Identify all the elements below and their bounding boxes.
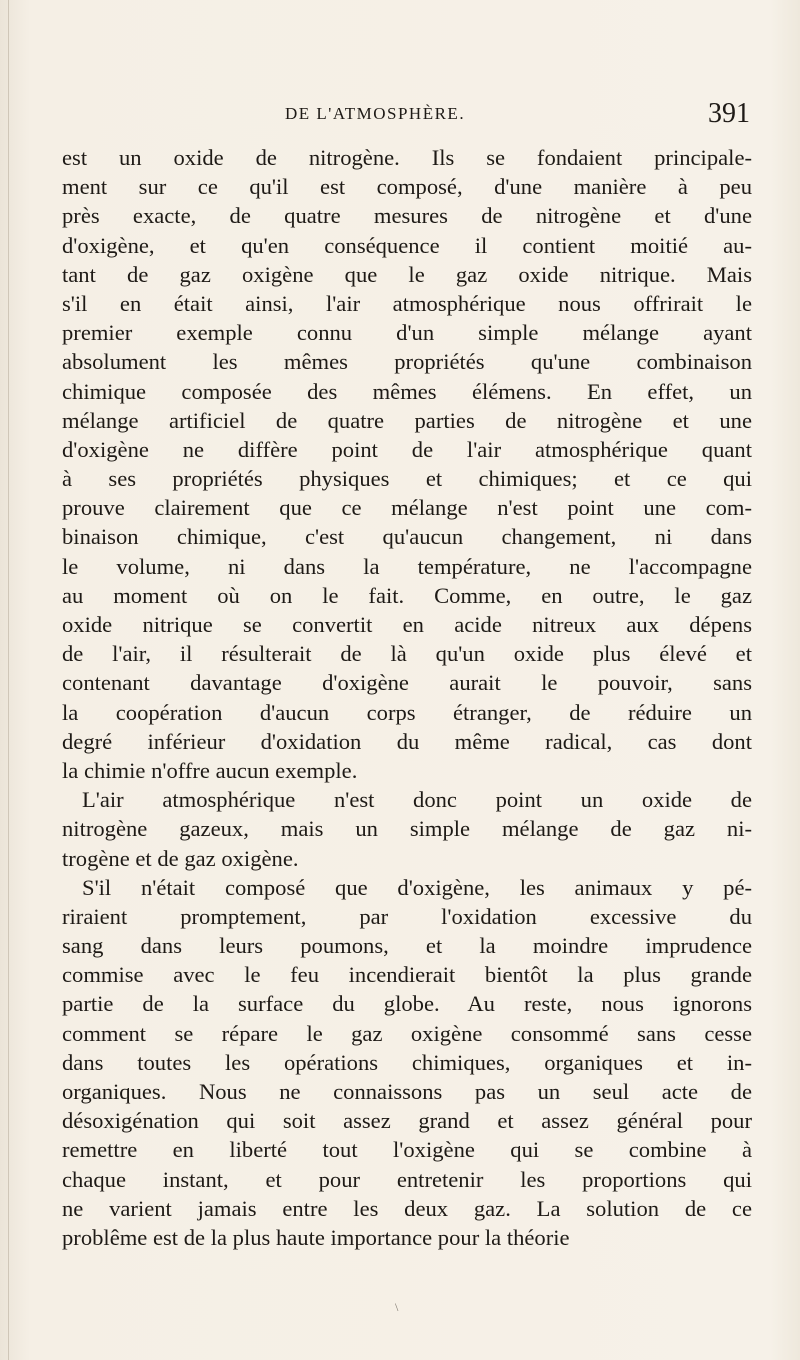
footer-mark: \ (395, 1300, 399, 1314)
text-line: ment sur ce qu'il est composé, d'une manière à peu (62, 174, 752, 200)
text-line: dans toutes les opérations chimiques, organiques et in- (62, 1049, 752, 1075)
text-line: au moment où on le fait. Comme, en outre, le gaz (62, 582, 752, 608)
text-line: organiques. Nous ne connaissons pas un seul acte de (62, 1079, 752, 1104)
text-line: trogène et de gaz oxigène. (62, 845, 299, 871)
page-header (60, 98, 750, 138)
text-line: contenant davantage d'oxigène aurait le pouvoir, sans (62, 670, 752, 696)
text-line: le volume, ni dans la température, ne l'accompagne (62, 553, 752, 579)
text-line: remettre en liberté tout l'oxigène qui se combine à (62, 1137, 752, 1163)
text-line: chaque instant, et pour entretenir les proportions qui (62, 1166, 752, 1192)
binding-edge (8, 0, 9, 1360)
text-line: degré inférieur d'oxidation du même radical, cas dont (62, 728, 752, 754)
text-line: S'il n'était composé que d'oxigène, les animaux y pé- (82, 874, 752, 900)
text-line: d'oxigène ne diffère point de l'air atmosphérique quant (62, 436, 752, 462)
text-line: d'oxigène, et qu'en conséquence il contient moitié au- (62, 232, 752, 258)
text-line: comment se répare le gaz oxigène consommé sans cesse (62, 1020, 752, 1046)
text-line: commise avec le feu incendierait bientôt la plus grande (62, 962, 752, 988)
text-line: chimique composée des mêmes élémens. En effet, un (62, 378, 752, 404)
text-line: premier exemple connu d'un simple mélange ayant (62, 320, 752, 346)
text-line: prouve clairement que ce mélange n'est point une com- (62, 495, 752, 521)
text-line: nitrogène gazeux, mais un simple mélange de gaz ni- (62, 816, 752, 842)
text-line: désoxigénation qui soit assez grand et assez général pour (62, 1108, 752, 1134)
text-line: riraient promptement, par l'oxidation excessive du (62, 903, 752, 929)
page-number: 391 (708, 98, 750, 129)
text-line: mélange artificiel de quatre parties de nitrogène et une (62, 407, 752, 433)
text-line: la coopération d'aucun corps étranger, de réduire un (62, 699, 752, 725)
text-line: la chimie n'offre aucun exemple. (62, 757, 358, 783)
text-line: est un oxide de nitrogène. Ils se fondaient principale- (62, 145, 752, 170)
text-line: ne varient jamais entre les deux gaz. La solution de ce (62, 1195, 752, 1221)
running-title: DE L'ATMOSPHÈRE. (285, 104, 466, 123)
text-line: oxide nitrique se convertit en acide nitreux aux dépens (62, 612, 752, 637)
text-line: L'air atmosphérique n'est donc point un oxide de (82, 787, 752, 813)
text-line: près exacte, de quatre mesures de nitrogène et d'une (62, 203, 752, 229)
text-line: s'il en était ainsi, l'air atmosphérique nous offrirait le (62, 290, 752, 316)
text-line: binaison chimique, c'est qu'aucun changement, ni dans (62, 524, 752, 550)
text-line: problême est de la plus haute importance pour la théorie (62, 1224, 570, 1250)
body-text (62, 143, 752, 1252)
text-line: absolument les mêmes propriétés qu'une combinaison (62, 349, 752, 375)
text-line: de l'air, il résulterait de là qu'un oxide plus élevé et (62, 641, 752, 667)
text-line: partie de la surface du globe. Au reste, nous ignorons (62, 991, 752, 1017)
text-line: sang dans leurs poumons, et la moindre imprudence (62, 933, 752, 959)
text-line: tant de gaz oxigène que le gaz oxide nitrique. Mais (62, 261, 752, 287)
text-line: à ses propriétés physiques et chimiques; et ce qui (62, 466, 752, 492)
